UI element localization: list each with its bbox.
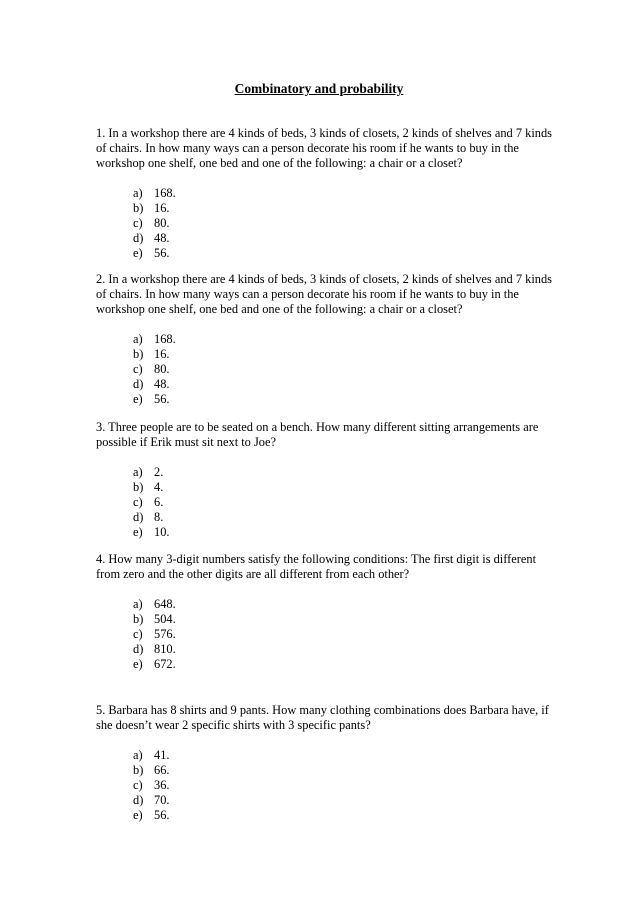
answer-options <box>133 597 552 672</box>
option-a: a) 2. <box>133 465 164 479</box>
option-d: d) 8. <box>133 510 164 524</box>
option-c: c) 80. <box>133 362 170 376</box>
question-text: 1. In a workshop there are 4 kinds of beds, 3 kinds of closets, 2 kinds of shelves and 7 kinds of chairs. In how many ways can a person decorate his room if he wants to buy in the workshop one shelf, one bed and one of the following: a chair or a closet? <box>96 126 552 170</box>
answer-options <box>133 332 552 407</box>
option-c: c) 36. <box>133 778 170 792</box>
question-4 <box>96 552 552 672</box>
option-b: b) 66. <box>133 763 170 777</box>
question-text: 2. In a workshop there are 4 kinds of beds, 3 kinds of closets, 2 kinds of shelves and 7 kinds of chairs. In how many ways can a person decorate his room if he wants to buy in the workshop one shelf, one bed and one of the following: a chair or a closet? <box>96 272 552 316</box>
option-a: a) 168. <box>133 186 176 200</box>
answer-options <box>133 186 552 261</box>
question-text: 4. How many 3-digit numbers satisfy the following conditions: The first digit is different from zero and the other digits are all different from each other? <box>96 552 537 581</box>
option-e: e) 56. <box>133 246 170 260</box>
option-c: c) 6. <box>133 495 164 509</box>
document-title: Combinatory and probability <box>234 81 404 96</box>
option-e: e) 56. <box>133 808 170 822</box>
option-c: c) 80. <box>133 216 170 230</box>
question-1 <box>96 126 552 261</box>
option-d: d) 810. <box>133 642 176 656</box>
option-d: d) 48. <box>133 231 170 245</box>
option-e: e) 56. <box>133 392 170 406</box>
question-text: 5. Barbara has 8 shirts and 9 pants. How many clothing combinations does Barbara have, if she doesn’t wear 2 specific shirts with 3 specific pants? <box>96 703 549 732</box>
option-d: d) 70. <box>133 793 170 807</box>
question-5 <box>96 703 552 823</box>
option-d: d) 48. <box>133 377 170 391</box>
option-e: e) 10. <box>133 525 170 539</box>
option-e: e) 672. <box>133 657 176 671</box>
option-b: b) 504. <box>133 612 176 626</box>
option-b: b) 16. <box>133 347 170 361</box>
option-c: c) 576. <box>133 627 176 641</box>
question-3 <box>96 420 552 540</box>
question-text: 3. Three people are to be seated on a bench. How many different sitting arrangements are possible if Erik must sit next to Joe? <box>96 420 539 449</box>
option-b: b) 16. <box>133 201 170 215</box>
option-a: a) 168. <box>133 332 176 346</box>
answer-options <box>133 748 552 823</box>
option-b: b) 4. <box>133 480 164 494</box>
answer-options <box>133 465 552 540</box>
question-2 <box>96 272 552 407</box>
option-a: a) 648. <box>133 597 176 611</box>
option-a: a) 41. <box>133 748 170 762</box>
